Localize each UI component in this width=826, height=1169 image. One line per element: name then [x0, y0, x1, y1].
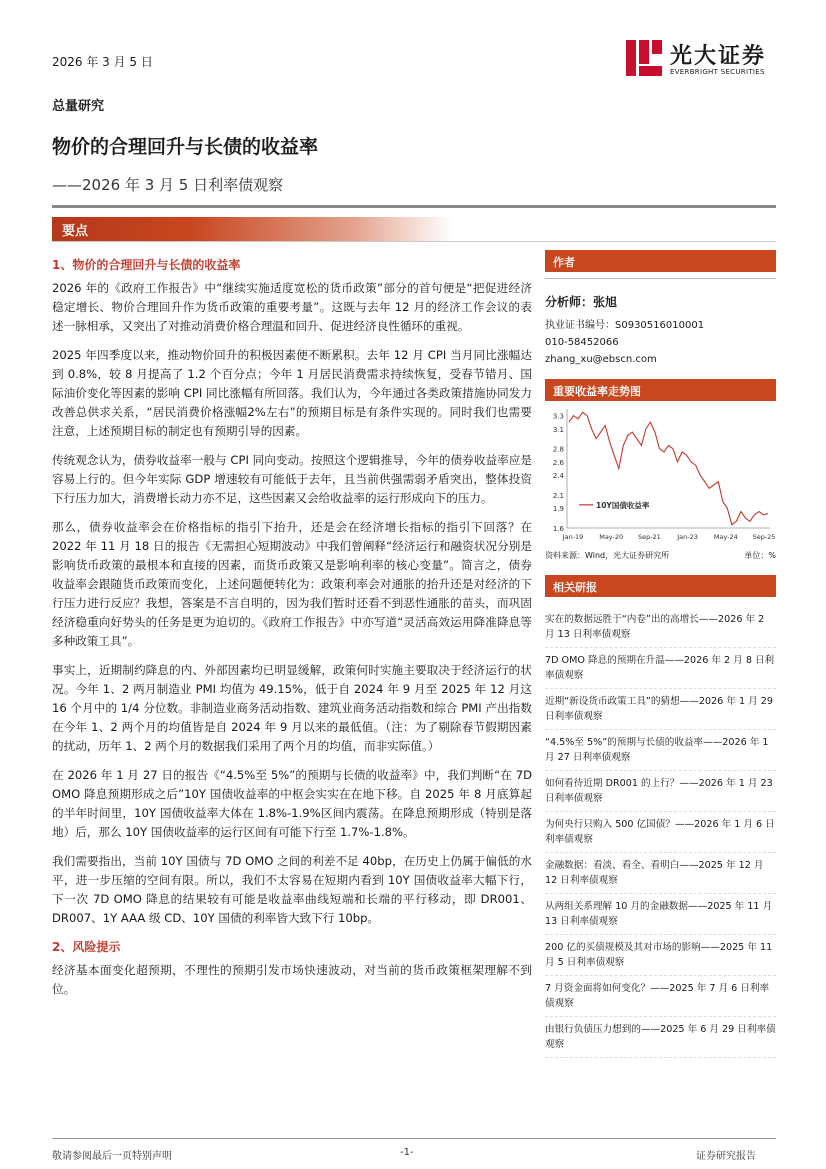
section-2-title: 2、风险提示	[52, 940, 121, 954]
cert-number: 执业证书编号：S0930516010001	[545, 320, 705, 331]
x-tick-label: Jan-19	[562, 533, 584, 541]
related-report-link[interactable]: 实在的数据远胜于“内卷”出的高增长——2026 年 2 月 13 日利率债观察	[545, 607, 776, 648]
related-section	[545, 575, 776, 1058]
related-report-link[interactable]: 近期“新设货币政策工具”的猜想——2026 年 1 月 29 日利率债观察	[545, 689, 776, 730]
paragraph: 我们需要指出，当前 10Y 国债与 7D OMO 之间的利差不足 40bp，在历史上仍属于偏低的水平，进一步压缩的空间有限。所以，我们不太容易在短期内看到 10Y 国债收益率大幅下行，下一次 7D OMO 降息的结果较有可能是收益率曲线短端和长端的平行移动，即 DR001、DR007、1Y AAA 级 CD、10Y 国债的利率皆大致下行 10bp。	[52, 854, 532, 925]
y-tick-label: 3.3	[552, 412, 564, 421]
logo-text: 光大证券	[670, 44, 767, 69]
email-address: zhang_xu@ebscn.com	[545, 354, 657, 365]
x-tick-label: Sep-21	[637, 533, 661, 541]
report-title: 物价的合理回升与长债的收益率	[52, 136, 319, 158]
banner-divider	[52, 241, 776, 242]
related-report-link[interactable]: 7 月资金面将如何变化？——2025 年 7 月 6 日利率债观察	[545, 976, 776, 1017]
x-tick-label: Jan-23	[677, 533, 698, 541]
paragraph: 在 2026 年 1 月 27 日的报告《“4.5%至 5%”的预期与长债的收益率》中，我们判断“在 7D OMO 降息预期形成之后”10Y 国债收益率的中枢会实实在在地下移。自 2025 年 8 月底算起的半年时间里，10Y 国债收益率大体在 1.8%-1.9%区间内震荡。在降息预期形成（特别是落地）后，那么 10Y 国债收益率的运行区间有可能下行至 1.7%-1.8%。	[52, 768, 532, 839]
key-points-banner	[52, 217, 452, 241]
footer-divider	[52, 1138, 776, 1139]
related-report-link[interactable]: “4.5%至 5%”的预期与长债的收益率——2026 年 1 月 27 日利率债观察	[545, 730, 776, 771]
report-category: 总量研究	[52, 99, 105, 114]
author-header-divider	[545, 272, 776, 279]
author-header: 作者	[545, 250, 776, 272]
key-points-label: 要点	[62, 224, 89, 239]
y-tick-label: 1.9	[552, 505, 564, 514]
y-tick-label: 2.1	[552, 491, 564, 500]
paragraph: 事实上，近期制约降息的内、外部因素均已明显缓解，政策何时实施主要取决于经济运行的状况。今年 1、2 两月制造业 PMI 均值为 49.15%，低于自 2024 年 9 月至 2025 年 12 月这 16 个月中的 1/4 分位数。非制造业商务活动指数、建筑业商务活动指数和综合 PMI 产出指数在今年 1、2 两个月的均值皆是自 2024 年 9 月以来的最低值。（注：为了剔除春节假期因素的扰动，历年 1、2 两个月的数据我们采用了两个月的均值，而非实际值。）	[52, 663, 532, 753]
y-tick-label: 2.6	[552, 458, 564, 467]
related-report-link[interactable]: 从两组关系理解 10 月的金融数据——2025 年 11 月 13 日利率债观察	[545, 894, 776, 935]
footer-disclaimer: 敬请参阅最后一页特别声明	[52, 1151, 172, 1162]
section-1-title: 1、物价的合理回升与长债的收益率	[52, 258, 241, 272]
x-tick-label: Sep-25	[752, 533, 776, 541]
x-tick-label: May-20	[599, 533, 624, 541]
main-content	[52, 256, 532, 1009]
logo-subtext: EVERBRIGHT SECURITIES	[670, 68, 765, 76]
footer-label: 证券研究报告	[696, 1151, 756, 1162]
x-tick-label: May-24	[713, 533, 738, 541]
chart-source: 资料来源：Wind，光大证券研究所	[545, 551, 670, 560]
y-tick-label: 1.6	[552, 525, 564, 533]
chart-header: 重要收益率走势图	[545, 379, 776, 401]
y-tick-label: 3.1	[552, 425, 564, 434]
related-report-link[interactable]: 7D OMO 降息的预期在升温——2026 年 2 月 8 日利率债观察	[545, 648, 776, 689]
related-list	[545, 607, 776, 1058]
related-report-link[interactable]: 金融数据：看淡、看全、看明白——2025 年 12 月 12 日利率债观察	[545, 853, 776, 894]
chart-note	[545, 550, 776, 561]
phone-number: 010-58452066	[545, 337, 619, 348]
related-report-link[interactable]: 为何央行只购入 500 亿国债？——2026 年 1 月 6 日利率债观察	[545, 812, 776, 853]
yield-chart-box	[545, 379, 776, 561]
report-date: 2026 年 3 月 5 日	[52, 55, 153, 69]
related-header: 相关研报	[545, 575, 776, 597]
yield-chart	[545, 401, 776, 546]
title-rule	[52, 205, 776, 208]
related-report-link[interactable]: 由银行负债压力想到的——2025 年 6 月 29 日利率债观察	[545, 1017, 776, 1058]
paragraph: 2026 年的《政府工作报告》中“继续实施适度宽松的货币政策”部分的首句便是“把促进经济稳定增长、物价合理回升作为货币政策的重要考量”。这既与去年 12 月的经济工作会议的表述一脉相承，又突出了对推动消费价格合理温和回升、促进经济良性循环的重视。	[52, 281, 532, 333]
report-subtitle: ——2026 年 3 月 5 日利率债观察	[52, 176, 284, 194]
analyst-name: 分析师：张旭	[545, 295, 618, 309]
sidebar	[545, 250, 776, 1058]
chart-unit: 单位：%	[744, 551, 776, 560]
related-report-link[interactable]: 如何看待近期 DR001 的上行？——2026 年 1 月 23 日利率债观察	[545, 771, 776, 812]
paragraph: 那么，债券收益率会在价格指标的指引下抬升，还是会在经济增长指标的指引下回落？在 2022 年 11 月 18 日的报告《无需担心短期波动》中我们曾阐释“经济运行和融资状况分别是影响货币政策的最根本和直接的因素，而货币政策又是影响利率的核心变量”。简言之，债券收益率会跟随货币政策而变化，上述问题便转化为：政策利率会对通胀的抬升还是对经济的下行压力进行反应？我想，答案是不言自明的，因为我们暂时还看不到恶性通胀的苗头，而巩固经济稳重向好势头的任务是更为迫切的。《政府工作报告》中亦写道“灵活高效运用降准降息等多种政策工具”。	[52, 520, 532, 648]
paragraph: 2025 年四季度以来，推动物价回升的积极因素便不断累积。去年 12 月 CPI 当月同比涨幅达到 0.8%，较 8 月提高了 1.2 个百分点；今年 1 月居民消费需求持续恢复，受春节错月、国际油价变化等因素的影响 CPI 同比涨幅有所回落。我们认为，今年通过各类政策措施协同发力改善总供求关系，“居民消费价格涨幅2%左右”的预期目标是有条件实现的。同时我们也需要注意，上述预期目标的制定也有预期引导的因素。	[52, 348, 532, 438]
related-report-link[interactable]: 200 亿的买债规模及其对市场的影响——2025 年 11 月 5 日利率债观察	[545, 935, 776, 976]
paragraph: 传统观念认为，债券收益率一般与 CPI 同向变动。按照这个逻辑推导，今年的债券收益率应是容易上行的。但今年实际 GDP 增速较有可能低于去年，且当前供强需弱矛盾突出，整体投资下行压力加大，消费增长动力亦不足，这些因素又会给收益率的运行形成向下的压力。	[52, 453, 532, 505]
page-number: -1-	[400, 1147, 414, 1158]
risk-paragraph: 经济基本面变化超预期，不理性的预期引发市场快速波动，对当前的货币政策框架理解不到位。	[52, 963, 532, 996]
y-tick-label: 2.4	[552, 472, 564, 481]
legend-label: 10Y国债收益率	[596, 500, 650, 510]
y-tick-label: 2.8	[552, 445, 564, 454]
